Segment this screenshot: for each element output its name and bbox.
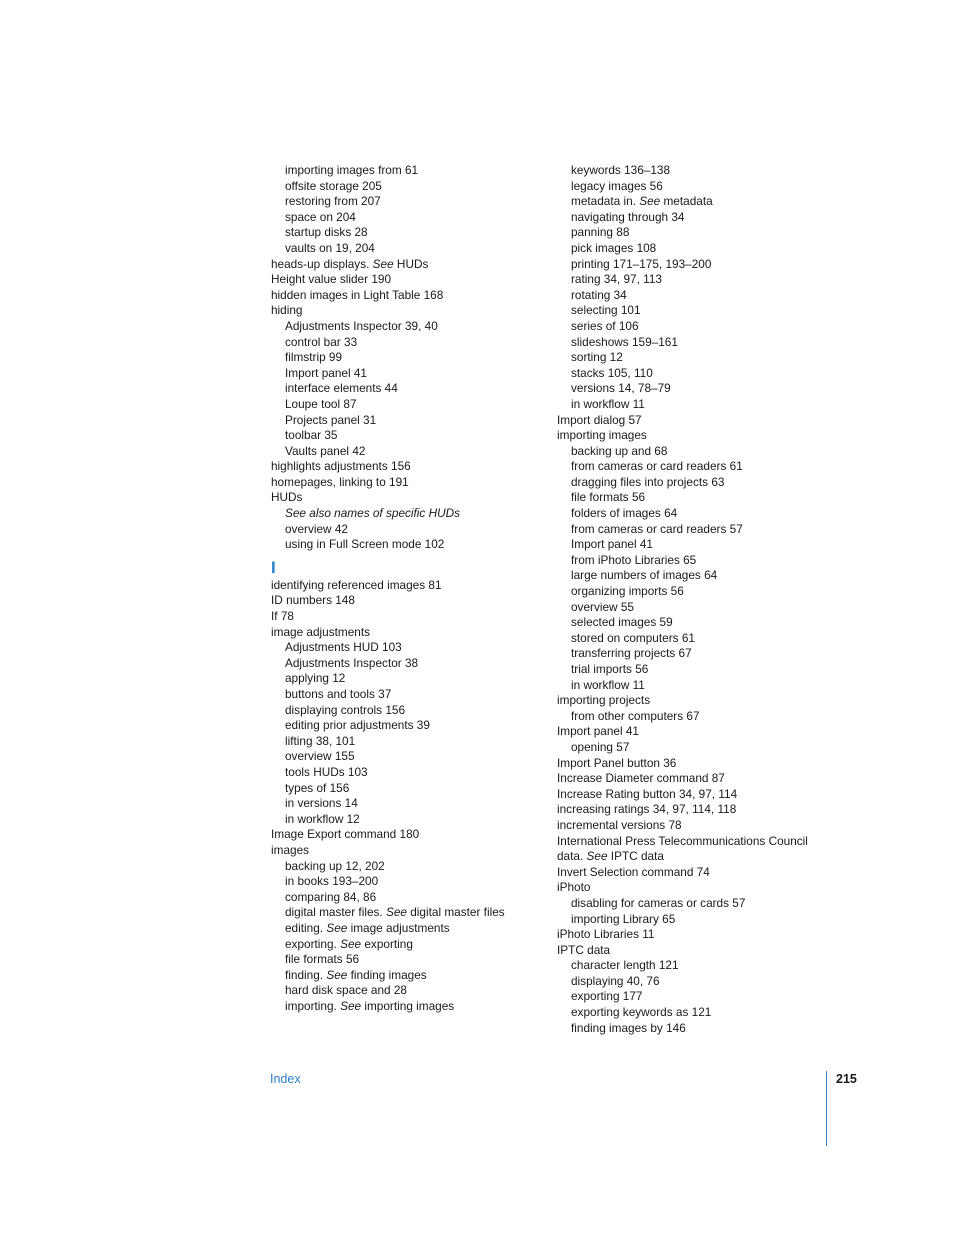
index-entry: Import Panel button 36 (557, 755, 677, 770)
cross-reference-label: See (586, 849, 608, 864)
index-subentry: space on 204 (285, 209, 356, 224)
index-text-part: data. (557, 849, 587, 864)
index-text-part: IPTC data (607, 849, 664, 864)
index-subentry: overview 42 (285, 521, 348, 536)
index-entry: homepages, linking to 191 (271, 474, 409, 489)
index-subentry: file formats 56 (571, 490, 646, 505)
index-subentry: opening 57 (571, 739, 630, 754)
index-subentry: slideshows 159–161 (571, 334, 678, 349)
index-subentry: stacks 105, 110 (571, 365, 653, 380)
index-subentry: Import panel 41 (285, 365, 367, 380)
index-entry: Height value slider 190 (271, 272, 392, 287)
index-text-part: digital master files. (285, 905, 386, 920)
cross-reference-label: See (340, 998, 362, 1013)
index-entry (271, 257, 531, 273)
index-entry: increasing ratings 34, 97, 114, 118 (557, 802, 737, 817)
index-subentry: Adjustments HUD 103 (285, 640, 402, 655)
cross-reference-label: See also names of specific HUDs (285, 506, 461, 521)
index-subentry: transferring projects 67 (571, 646, 692, 661)
index-entry: hidden images in Light Table 168 (271, 287, 444, 302)
index-subentry: displaying 40, 76 (571, 973, 660, 988)
index-entry: IPTC data (557, 942, 611, 957)
page-number: 215 (836, 1072, 857, 1086)
index-text-part: finding. (285, 967, 327, 982)
index-subentry: from cameras or card readers 57 (571, 521, 743, 536)
index-entry: identifying referenced images 81 (271, 577, 442, 592)
index-subentry: toolbar 35 (285, 428, 338, 443)
index-subentry: buttons and tools 37 (285, 687, 392, 701)
index-entry: ID numbers 148 (271, 593, 355, 608)
index-entry: iPhoto (557, 880, 591, 895)
cross-reference-label: See (639, 194, 661, 209)
index-subentry: filmstrip 99 (285, 350, 343, 365)
index-column-right (557, 163, 817, 1036)
index-entry (557, 849, 817, 865)
index-entry: Invert Selection command 74 (557, 864, 710, 879)
index-subentry: pick images 108 (571, 240, 657, 255)
index-subentry: keywords 136–138 (571, 163, 671, 177)
index-subentry: large numbers of images 64 (571, 568, 718, 583)
index-subentry: using in Full Screen mode 102 (285, 537, 445, 552)
index-text-part: HUDs (393, 256, 429, 271)
index-subentry: file formats 56 (285, 952, 360, 967)
index-subentry: in workflow 11 (571, 396, 645, 411)
index-subentry (271, 968, 531, 984)
index-text-part: importing images (361, 998, 455, 1013)
index-subentry: comparing 84, 86 (285, 889, 377, 904)
index-subentry: Adjustments Inspector 38 (285, 655, 419, 670)
index-subentry: offsite storage 205 (285, 178, 382, 193)
index-text-part: metadata (660, 194, 713, 209)
index-subentry (271, 921, 531, 937)
index-subentry: series of 106 (571, 318, 639, 333)
index-subentry: startup disks 28 (285, 225, 368, 240)
index-subentry (271, 999, 531, 1015)
index-subentry: Vaults panel 42 (285, 443, 366, 458)
index-entry: Import panel 41 (557, 724, 639, 739)
index-subentry: overview 155 (285, 749, 355, 764)
index-subentry: in versions 14 (285, 796, 358, 811)
index-text-part: editing. (285, 920, 327, 935)
index-subentry: legacy images 56 (571, 178, 663, 193)
index-subentry: exporting keywords as 121 (571, 1005, 712, 1020)
index-subentry: from other computers 67 (571, 708, 700, 723)
index-subentry: navigating through 34 (571, 209, 685, 224)
cross-reference-label: See (372, 256, 394, 271)
index-subentry (271, 905, 531, 921)
index-subentry: control bar 33 (285, 334, 358, 349)
index-subentry: Loupe tool 87 (285, 396, 357, 411)
footer-section-label: Index (270, 1072, 301, 1086)
index-subentry: in books 193–200 (285, 874, 379, 889)
index-subentry: selecting 101 (571, 303, 641, 318)
index-subentry: restoring from 207 (285, 194, 381, 209)
index-subentry: importing images from 61 (285, 163, 419, 177)
index-entry: incremental versions 78 (557, 817, 682, 832)
index-subentry: versions 14, 78–79 (571, 381, 671, 396)
cross-reference-label: See (340, 936, 362, 951)
cross-reference-label: See (385, 905, 407, 920)
index-text-part: heads-up displays. (271, 256, 373, 271)
index-subentry: finding images by 146 (571, 1020, 686, 1035)
index-subentry: lifting 38, 101 (285, 733, 356, 748)
index-subentry: hard disk space and 28 (285, 983, 407, 998)
index-entry: Import dialog 57 (557, 412, 642, 427)
index-text-part: finding images (347, 967, 427, 982)
index-text-part: exporting. (285, 936, 341, 951)
index-entry: Increase Diameter command 87 (557, 771, 725, 786)
index-subentry: backing up 12, 202 (285, 858, 385, 873)
index-text-part: digital master files (406, 905, 505, 920)
index-subentry: backing up and 68 (571, 443, 668, 458)
index-subentry: Projects panel 31 (285, 412, 377, 427)
index-subentry: from iPhoto Libraries 65 (571, 552, 697, 567)
index-subentry: trial imports 56 (571, 662, 649, 676)
index-subentry: editing prior adjustments 39 (285, 718, 430, 733)
index-subentry: importing Library 65 (571, 911, 676, 926)
index-subentry: Import panel 41 (571, 537, 653, 552)
index-subentry: panning 88 (571, 225, 630, 240)
index-subentry (557, 194, 817, 210)
index-entry: If 78 (271, 609, 294, 624)
footer-divider (826, 1071, 827, 1146)
index-subentry: tools HUDs 103 (285, 764, 368, 779)
index-text-part: image adjustments (347, 920, 450, 935)
index-subentry: dragging files into projects 63 (571, 474, 725, 489)
index-subentry: displaying controls 156 (285, 702, 406, 717)
index-entry: iPhoto Libraries 11 (557, 927, 655, 942)
index-subentry: applying 12 (285, 671, 346, 686)
index-subentry: overview 55 (571, 599, 634, 614)
index-entry: Increase Rating button 34, 97, 114 (557, 786, 738, 801)
index-subentry: character length 121 (571, 958, 679, 973)
index-subentry: types of 156 (285, 780, 350, 795)
index-entry: highlights adjustments 156 (271, 459, 411, 474)
index-subentry (271, 506, 531, 522)
index-subentry: in workflow 11 (571, 677, 645, 692)
index-subentry: sorting 12 (571, 350, 623, 365)
index-subentry: vaults on 19, 204 (285, 240, 375, 255)
index-subentry (271, 937, 531, 953)
index-subentry: stored on computers 61 (571, 630, 695, 645)
index-entry: International Press Telecommunications Council (557, 833, 808, 848)
index-subentry: rating 34, 97, 113 (571, 272, 662, 287)
index-entry: HUDs (271, 490, 303, 505)
cross-reference-label: See (326, 920, 348, 935)
index-entry: Image Export command 180 (271, 827, 420, 842)
index-entry: images (271, 842, 310, 857)
cross-reference-label: See (326, 967, 348, 982)
index-section-letter: I (271, 557, 276, 577)
index-subentry: printing 171–175, 193–200 (571, 256, 712, 271)
index-subentry: interface elements 44 (285, 381, 398, 396)
index-subentry: exporting 177 (571, 989, 643, 1004)
index-subentry: from cameras or card readers 61 (571, 459, 743, 474)
index-entry: importing images (557, 428, 647, 443)
index-subentry: rotating 34 (571, 287, 627, 302)
index-subentry: organizing imports 56 (571, 584, 684, 599)
index-subentry: selected images 59 (571, 615, 673, 630)
index-text-part: metadata in. (571, 194, 640, 209)
index-subentry: Adjustments Inspector 39, 40 (285, 318, 438, 333)
index-subentry: folders of images 64 (571, 506, 678, 521)
index-subentry: disabling for cameras or cards 57 (571, 895, 746, 910)
index-text-part: exporting (361, 936, 413, 951)
index-entry: hiding (271, 303, 303, 318)
index-subentry: in workflow 12 (285, 811, 360, 826)
index-text-part: importing. (285, 998, 341, 1013)
index-column-left (271, 163, 531, 1014)
index-entry: importing projects (557, 693, 651, 708)
index-entry: image adjustments (271, 624, 371, 639)
